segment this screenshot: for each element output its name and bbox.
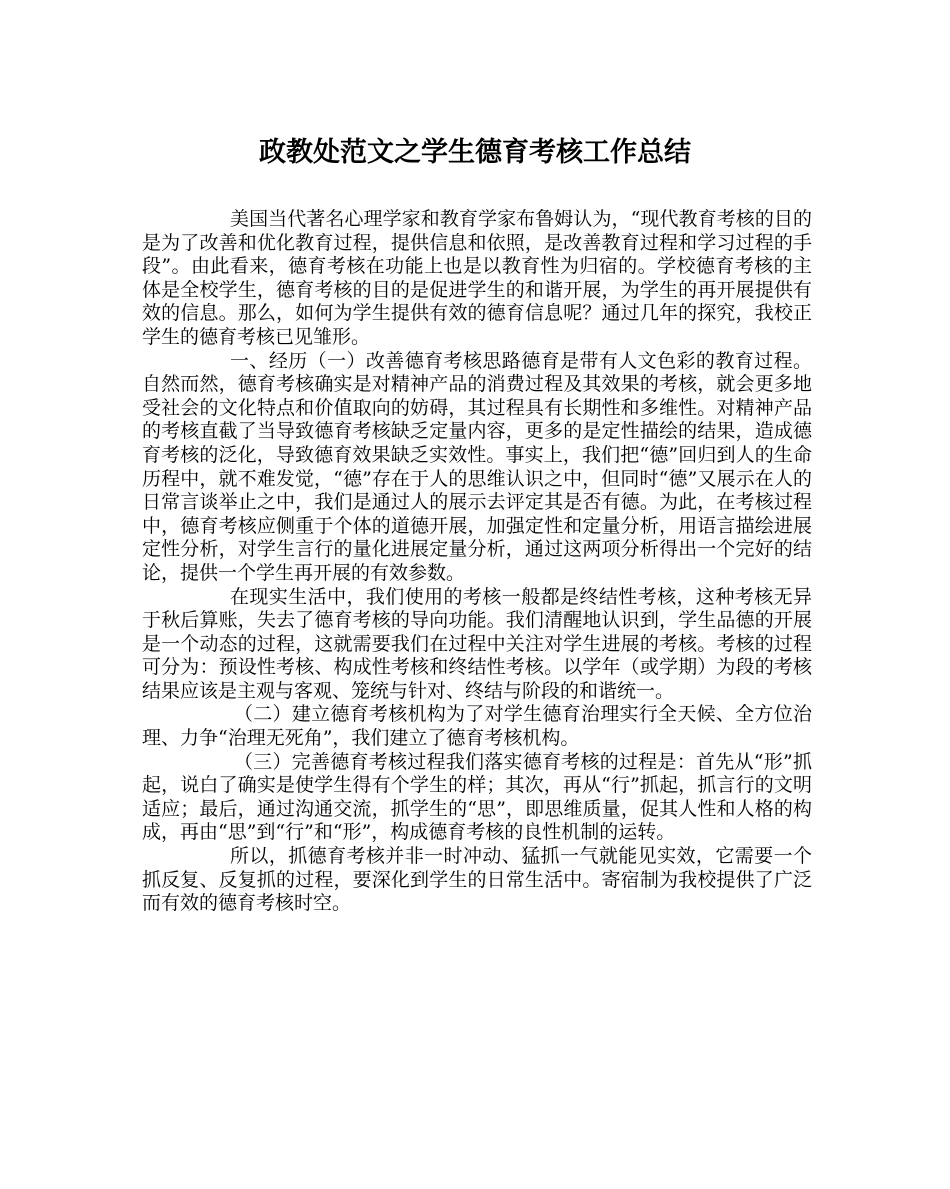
document-title: 政教处范文之学生德育考核工作总结 xyxy=(259,137,691,168)
paragraph-intro: 美国当代著名心理学家和教育学家布鲁姆认为，“现代教育考核的目的是为了改善和优化教育过程，提供信息和依照，是改善教育过程和学习过程的手段”。由此看来，德育考核在功能上也是以教育性为归宿的。学校德育考核的主体是全校学生，德育考核的目的是促进学生的和谐开展，为学生的再开展提供有效的信息。那么，如何为学生提供有效的德育信息呢？通过几年的探究，我校正学生的德育考核已见雏形。 xyxy=(142,208,812,348)
paragraph-assessment-institution: （二）建立德育考核机构为了对学生德育治理实行全天候、全方位治理、力争“治理无死角”，我们建立了德育考核机构。 xyxy=(142,703,812,750)
paragraph-conclusion: 所以，抓德育考核并非一时冲动、猛抓一气就能见实效，它需要一个抓反复、反复抓的过程，要深化到学生的日常生活中。寄宿制为我校提供了广泛而有效的德育考核时空。 xyxy=(142,845,812,915)
paragraph-summative-assessment: 在现实生活中，我们使用的考核一般都是终结性考核，这种考核无异于秋后算账，失去了德育考核的导向功能。我们清醒地认识到，学生品德的开展是一个动态的过程，这就需要我们在过程中关注对学生进展的考核。考核的过程可分为：预设性考核、构成性考核和终结性考核。以学年（或学期）为段的考核结果应该是主观与客观、笼统与针对、终结与阶段的和谐统一。 xyxy=(142,585,812,702)
paragraph-section-one: 一、经历（一）改善德育考核思路德育是带有人文色彩的教育过程。自然而然，德育考核确实是对精神产品的消费过程及其效果的考核，就会更多地受社会的文化特点和价值取向的妨碍，其过程具有长期性和多维性。对精神产品的考核直截了当导致德育考核缺乏定量内容，更多的是定性描绘的结果，造成德育考核的泛化，导致德育效果缺乏实效性。事实上，我们把“德”回归到人的生命历程中，就不难发觉，“德”存在于人的思维认识之中，但同时“德”又展示在人的日常言谈举止之中，我们是通过人的展示去评定其是否有德。为此，在考核过程中，德育考核应侧重于个体的道德开展，加强定性和定量分析，用语言描绘进展定性分析，对学生言行的量化进展定量分析，通过这两项分析得出一个完好的结论，提供一个学生再开展的有效参数。 xyxy=(142,349,812,584)
document-body xyxy=(142,208,812,916)
paragraph-assessment-process: （三）完善德育考核过程我们落实德育考核的过程是：首先从“形”抓起，说白了确实是使学生得有个学生的样；其次，再从“行”抓起，抓言行的文明适应；最后，通过沟通交流，抓学生的“思”，即思维质量，促其人性和人格的构成，再由“思”到“行”和“形”，构成德育考核的良性机制的运转。 xyxy=(142,750,812,844)
